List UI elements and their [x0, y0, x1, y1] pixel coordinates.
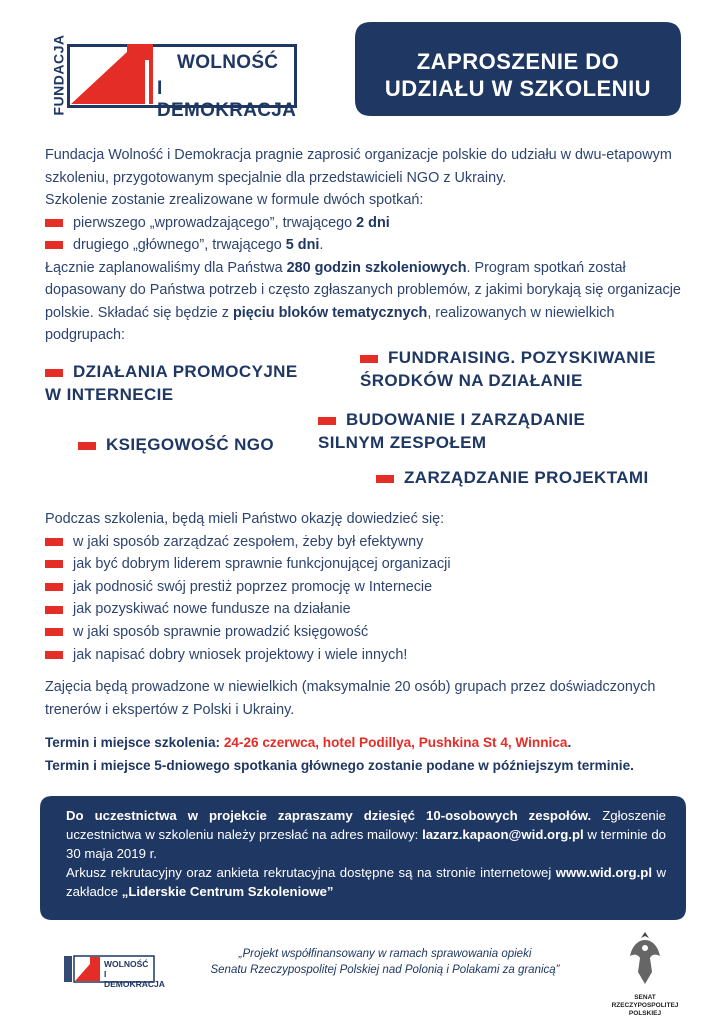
learn-item-text: jak być dobrym liderem sprawnie funkcjonującej organizacji — [73, 556, 451, 573]
logo-house-icon — [67, 44, 167, 108]
topic-projects — [376, 466, 649, 489]
topic-promotion — [45, 360, 298, 406]
learn-item — [45, 621, 685, 644]
info-text-2: w terminie do 30 maja 2019 r. — [66, 827, 666, 861]
learn-item — [45, 644, 685, 667]
topic-accounting-text: KSIĘGOWOŚĆ NGO — [106, 435, 275, 454]
hours-total: 280 godzin szkoleniowych — [286, 259, 467, 276]
topic-promotion-line1: DZIAŁANIA PROMOCYJNE — [73, 362, 298, 381]
senate-label-1: SENAT — [634, 994, 656, 1001]
learn-footer: Zajęcia będą prowadzone w niewielkich (maksymalnie 20 osób) grupach przez doświadczonych trenerów i ekspertów z Polski i Ukrainy. — [45, 679, 656, 718]
meeting-2-end: . — [319, 237, 324, 253]
senate-label-3: POLSKIEJ — [628, 1010, 662, 1017]
learn-item-text: jak podnosić swój prestiż poprzez promocję w Internecie — [73, 578, 433, 595]
topic-projects-text: ZARZĄDZANIE PROJEKTAMI — [404, 468, 649, 487]
info-invite: Do uczestnictwa w projekcie zapraszamy dziesięć 10-osobowych zespołów. — [66, 808, 592, 823]
term-main-meeting: Termin i miejsce 5-dniowego spotkania głównego zostanie podane w późniejszym terminie. — [45, 758, 634, 773]
p3-c: . Program spotkań został dopasowany do Państwa potrzeb i często zgłaszanych problemów, z jakimi borykają się organizacje polskie. Składać się będzie z — [45, 259, 681, 321]
intro-text-2: Szkolenie zostanie zrealizowane w formule dwóch spotkań: — [45, 192, 424, 208]
red-bullet-icon — [376, 475, 394, 483]
red-bullet-icon — [45, 219, 63, 227]
info-box-text — [66, 806, 666, 901]
logo-small-text — [104, 959, 165, 989]
logo-fundacja-vertical — [45, 34, 67, 116]
foundation-logo-small — [66, 954, 165, 989]
term-training-end: . — [567, 735, 572, 750]
info-text-3: Arkusz rekrutacyjny oraz ankieta rekrutacyjna dostępne są na stronie internetowej — [66, 865, 556, 880]
title-banner — [353, 20, 683, 118]
senate-label — [610, 994, 680, 1018]
meeting-bullet-2 — [45, 234, 685, 257]
learn-item — [45, 531, 685, 554]
logo-word-demokracja: I DEMOKRACJA — [157, 78, 297, 121]
info-tab-name: „Liderskie Centrum Szkoleniowe” — [121, 884, 334, 899]
p3-e: , realizowanych w niewielkich podgrupach: — [45, 304, 615, 343]
intro-text-3 — [45, 257, 685, 347]
banner-title — [353, 48, 683, 102]
eagle-emblem-icon — [628, 928, 662, 988]
logo-fundacja-text: FUNDACJA — [50, 34, 67, 116]
cofinancing-note — [180, 946, 590, 978]
learn-item — [45, 576, 685, 599]
meeting-1-duration: 2 dni — [356, 214, 390, 231]
info-email-link[interactable]: lazarz.kapaon@wid.org.pl — [422, 827, 584, 842]
blocks-count: pięciu bloków tematycznych — [232, 304, 428, 321]
banner-title-line2: UDZIAŁU W SZKOLENIU — [384, 76, 652, 101]
term-training-label: Termin i miejsce szkolenia: — [45, 735, 224, 750]
learn-item-text: jak napisać dobry wniosek projektowy i wiele innych! — [73, 646, 408, 663]
topic-accounting — [78, 433, 274, 456]
senate-label-2: RZECZYPOSPOLITEJ — [611, 1002, 679, 1009]
logo-small-side — [64, 956, 72, 982]
red-bullet-icon — [45, 606, 63, 614]
topic-team-line1: BUDOWANIE I ZARZĄDANIE — [346, 410, 586, 429]
learn-item — [45, 598, 685, 621]
red-bullet-icon — [318, 417, 336, 425]
learn-section — [45, 508, 685, 721]
term-training-value: 24-26 czerwca, hotel Podillya, Pushkina St 4, Winnica — [223, 735, 568, 750]
senate-emblem — [610, 928, 680, 1024]
p3-a: Łącznie zaplanowaliśmy dla Państwa — [45, 259, 287, 276]
learn-heading: Podczas szkolenia, będą mieli Państwo okazję dowiedzieć się: — [45, 511, 445, 527]
red-bullet-icon — [45, 583, 63, 591]
red-bullet-icon — [45, 538, 63, 546]
topic-fundraising-line2: ŚRODKÓW NA DZIAŁANIE — [360, 371, 583, 390]
meeting-bullet-1 — [45, 212, 685, 235]
meeting-2-duration: 5 dni — [285, 237, 320, 253]
intro-text-1: Fundacja Wolność i Demokracja pragnie zaprosić organizacje polskie do udziału w dwu-etapowym szkoleniu, przygotowanym specjalnie dla przedstawicieli NGO z Ukrainy. — [45, 147, 672, 186]
red-bullet-icon — [45, 369, 63, 377]
info-text-4: w zakładce — [66, 865, 667, 899]
application-info-box — [38, 794, 688, 922]
red-bullet-icon — [360, 355, 378, 363]
banner-title-line1: ZAPROSZENIE DO — [416, 49, 620, 74]
topic-fundraising-line1: FUNDRAISING. POZYSKIWANIE — [388, 348, 656, 367]
intro-paragraph — [45, 144, 685, 347]
meeting-2-text: drugiego „głównego”, trwającego — [73, 237, 286, 253]
term-training — [45, 732, 571, 753]
red-bullet-icon — [45, 651, 63, 659]
logo-word-wolnosc: WOLNOŚĆ — [177, 52, 279, 73]
logo-small-line2: I DEMOKRACJA — [104, 969, 165, 989]
red-bullet-icon — [45, 241, 63, 249]
info-site-link[interactable]: www.wid.org.pl — [555, 865, 652, 880]
red-bullet-icon — [78, 442, 96, 450]
red-bullet-icon — [45, 560, 63, 568]
cofinancing-line1: „Projekt współfinansowany w ramach sprawowania opieki — [238, 948, 532, 960]
learn-item — [45, 553, 685, 576]
topic-promotion-line2: W INTERNECIE — [45, 385, 174, 404]
learn-item-text: jak pozyskiwać nowe fundusze na działanie — [73, 601, 351, 618]
topic-fundraising — [360, 346, 656, 392]
logo-small-line1: WOLNOŚĆ — [104, 959, 149, 969]
topic-team — [318, 408, 585, 454]
learn-item-text: w jaki sposób zarządzać zespołem, żeby był efektywny — [73, 533, 424, 550]
foundation-logo — [45, 34, 300, 121]
learn-item-text: w jaki sposób sprawnie prowadzić księgowość — [73, 623, 369, 640]
meeting-1-text: pierwszego „wprowadzającego”, trwającego — [73, 214, 357, 231]
topic-team-line2: SILNYM ZESPOŁEM — [318, 433, 487, 452]
info-text-1: Zgłoszenie uczestnictwa w szkoleniu należy przesłać na adres mailowy: — [66, 808, 666, 842]
cofinancing-line2: Senatu Rzeczypospolitej Polskiej nad Polonią i Polakami za granicą” — [210, 964, 560, 976]
red-bullet-icon — [45, 628, 63, 636]
